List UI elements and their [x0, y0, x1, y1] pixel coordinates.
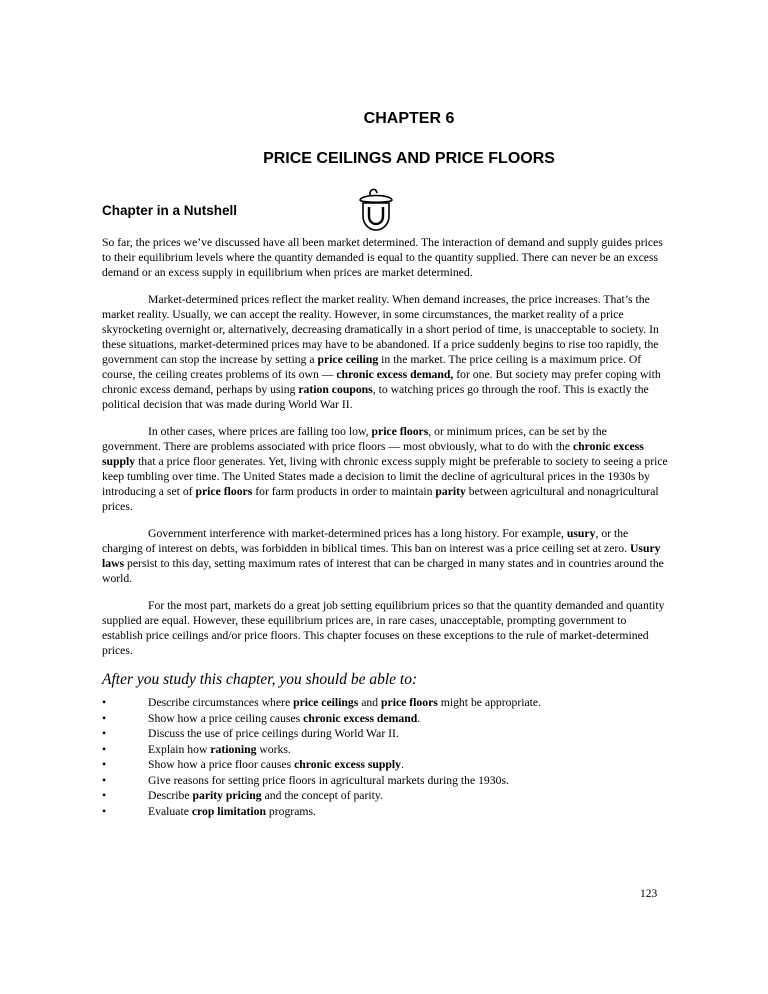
text-run: Describe circumstances where [148, 696, 294, 709]
text-run: Give reasons for setting price floors in agricultural markets during the 1930s. [148, 773, 509, 787]
section-heading: Chapter in a Nutshell [102, 203, 238, 218]
text-run: Show how a price ceiling causes [148, 711, 304, 725]
term-price-floors: price floors [195, 485, 253, 498]
chapter-number: CHAPTER 6 [363, 110, 455, 127]
acorn-icon [356, 186, 396, 232]
text-run: Explain how [148, 742, 211, 756]
text-run: Show how a price floor causes [148, 758, 295, 771]
text-run: Describe [148, 789, 193, 802]
text-run: persist to this day, setting maximum rates of interest that can be charged in many states and in countries around the world. [102, 557, 664, 585]
bullet: • [102, 742, 107, 756]
list-item [102, 711, 668, 727]
term-ration-coupons: ration coupons [298, 383, 373, 396]
list-item [102, 726, 668, 742]
term-chronic-excess-demand: chronic excess demand, [336, 368, 454, 381]
text-run: Evaluate [148, 804, 192, 818]
bullet: • [102, 758, 107, 771]
list-item [102, 695, 668, 711]
bullet: • [102, 789, 107, 802]
text-run: between agricultural and nonagricultural prices. [102, 485, 659, 513]
term-price-ceilings: price ceilings [293, 696, 359, 709]
list-item [102, 757, 668, 773]
text-run: , to watching prices go through the roof. This is exactly the political decision that was made during World War II. [102, 383, 649, 411]
bullet: • [102, 727, 107, 740]
paragraph-ceilings [102, 292, 668, 412]
bullet: • [102, 773, 107, 787]
text-run: and [358, 696, 382, 709]
term-price-floors: price floors [381, 696, 438, 709]
text-run: . [401, 758, 404, 771]
term-rationing: rationing [210, 742, 257, 756]
text-run: Government interference with market-determined prices has a long history. For example, [148, 527, 567, 540]
bullet: • [102, 696, 107, 709]
term-chronic-excess-supply: chronic excess supply [102, 440, 644, 468]
paragraph-usury [102, 526, 668, 586]
paragraph-floors [102, 424, 668, 514]
bullet: • [102, 804, 107, 818]
text-run: . [417, 711, 421, 725]
term-price-ceiling: price ceiling [317, 353, 379, 366]
chapter-title: PRICE CEILINGS AND PRICE FLOORS [263, 150, 555, 167]
term-usury-laws: Usury laws [102, 542, 661, 570]
text-run: that a price floor generates. Yet, living with chronic excess supply might be preferable to society to seeing a price keep tumbling over time. The United States made a decision to limit the decline of agricultural prices in the 1930s by introducing a set of [102, 455, 668, 498]
term-chronic-excess-supply: chronic excess supply [294, 758, 401, 771]
text-run: might be appropriate. [437, 696, 542, 709]
text-run: works. [256, 742, 291, 756]
body-text [102, 235, 668, 819]
text-run: In other cases, where prices are falling too low, [148, 425, 372, 438]
text-run: for farm products in order to maintain [252, 485, 436, 498]
term-price-floors: price floors [371, 425, 429, 438]
list-item [102, 788, 668, 804]
objectives-list [102, 695, 668, 819]
list-item [102, 804, 668, 820]
text-run: and the concept of parity. [261, 789, 383, 802]
text-run: in the market. The price ceiling is a maximum price. Of course, the ceiling creates problems of its own — [102, 353, 642, 381]
term-crop-limitation: crop limitation [191, 804, 266, 818]
page-number: 123 [640, 888, 658, 900]
text-run: Market-determined prices reflect the market reality. When demand increases, the price increases. That’s the market reality. Usually, we can accept the reality. However, in some circumstances, the market reality of a price skyrocketing overnight or, alternatively, decreasing dramatically in a short period of time, is unacceptable to society. In these situations, market-determined prices may have to be abandoned. If a price suddenly begins to rise too rapidly, the government can stop the increase by setting a [102, 293, 659, 366]
text-run: , or minimum prices, can be set by the government. There are problems associated with price floors — most obviously, what to do with the [102, 425, 607, 453]
text-run: for one. But society may prefer coping with chronic excess demand, perhaps by using [102, 368, 661, 396]
term-chronic-excess-demand: chronic excess demand [303, 711, 418, 725]
text-run: , or the charging of interest on debts, was forbidden in biblical times. This ban on interest was a price ceiling set at zero. [102, 527, 630, 555]
list-item [102, 773, 668, 789]
term-parity-pricing: parity pricing [192, 789, 262, 802]
term-usury: usury [566, 527, 596, 540]
paragraph-summary: For the most part, markets do a great job setting equilibrium prices so that the quantity demanded and quantity supplied are equal. However, these equilibrium prices are, in rare cases, unacceptable, prompting government to establish price ceilings and/or price floors. This chapter focuses on these exceptions to the rule of market-determined prices. [102, 599, 665, 657]
objectives-heading: After you study this chapter, you should be able to: [102, 671, 418, 688]
text-run: programs. [265, 804, 316, 818]
term-parity: parity [435, 485, 466, 498]
paragraph-intro: So far, the prices we’ve discussed have all been market determined. The interaction of demand and supply guides prices to their equilibrium levels where the quantity demanded is equal to the quantity supplied. There can never be an excess demand or an excess supply in equilibrium when prices are market determined. [102, 236, 663, 279]
list-item [102, 742, 668, 758]
bullet: • [102, 711, 107, 725]
text-run: Discuss the use of price ceilings during World War II. [148, 727, 399, 740]
